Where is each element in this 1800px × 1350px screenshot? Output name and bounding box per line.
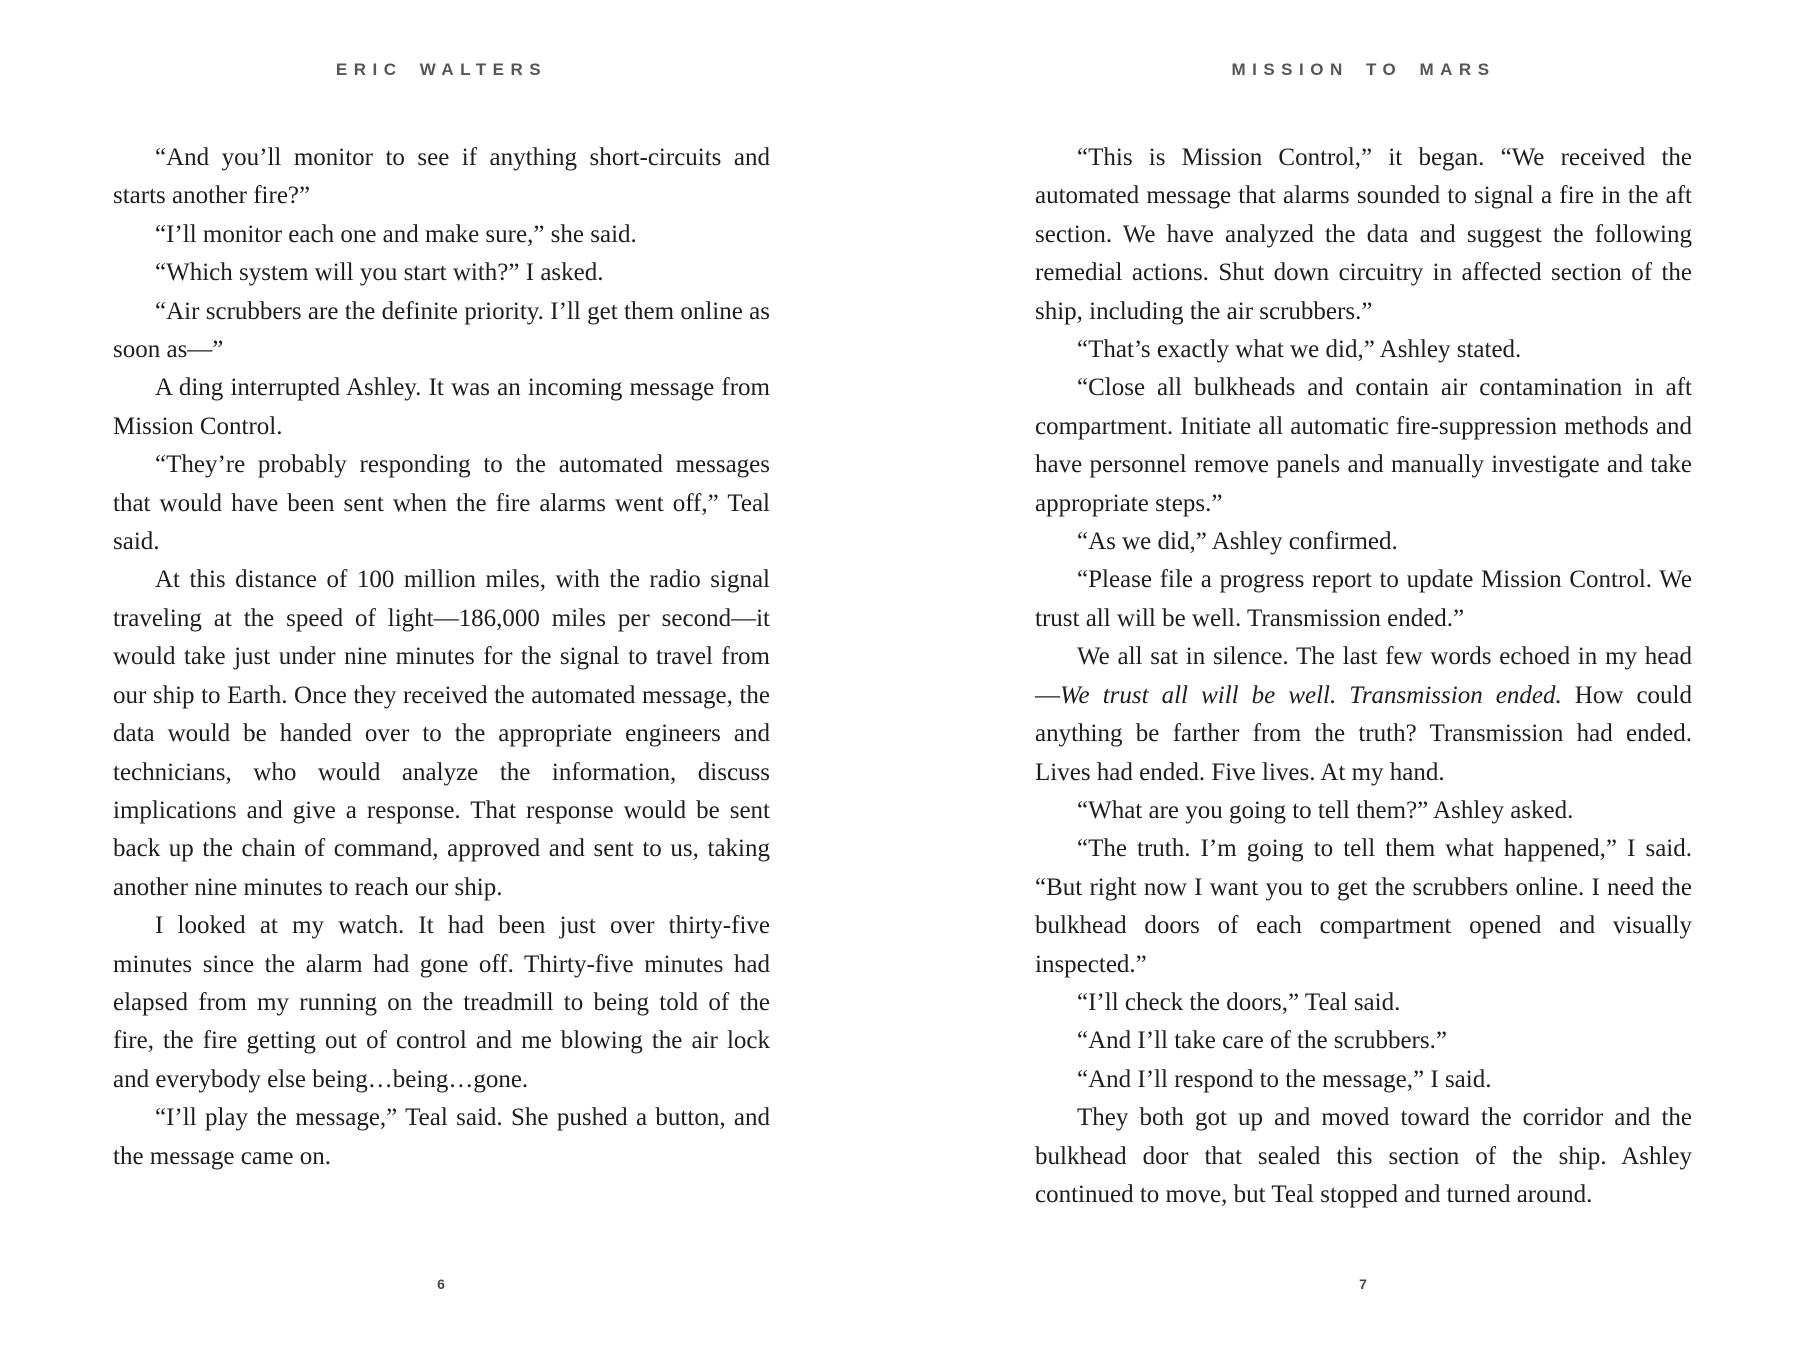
text-run: “And I’ll take care of the scrubbers.” [1077, 1027, 1447, 1055]
text-run: “As we did,” Ashley confirmed. [1077, 528, 1398, 556]
paragraph [1035, 1099, 1692, 1214]
text-run: “Close all bulkheads and contain air contamination in aft compartment. Initiate all automatic fire-suppression methods and have personnel remove panels and manually investigate and take appropriate steps.” [1035, 374, 1692, 517]
text-run: “The truth. I’m going to tell them what happened,” I said. “But right now I want you to get the scrubbers online. I need the bulkhead doors of each compartment opened and visually inspected.” [1035, 835, 1692, 978]
paragraph [1035, 139, 1692, 331]
paragraph [1035, 1022, 1692, 1060]
paragraph [1035, 984, 1692, 1022]
paragraph [113, 139, 770, 216]
paragraph [1035, 369, 1692, 523]
italic-text-run: We trust all will be well. Transmission ended. [1060, 681, 1562, 709]
paragraph [1035, 830, 1692, 984]
text-run: “And you’ll monitor to see if anything short-circuits and starts another fire?” [113, 144, 770, 210]
paragraph [113, 561, 770, 907]
text-run: “I’ll check the doors,” Teal said. [1077, 988, 1401, 1016]
text-run: “Air scrubbers are the definite priority. I’ll get them online as soon as—” [113, 297, 770, 364]
running-header-author: ERIC WALTERS [335, 60, 548, 79]
right-page [900, 0, 1800, 1350]
paragraph [113, 446, 770, 561]
text-run: They both got up and moved toward the corridor and the bulkhead door that sealed this section of the ship. Ashley continued to move, but Teal stopped and turned around. [1035, 1104, 1692, 1208]
right-page-body [1035, 139, 1692, 1214]
left-page-column [113, 0, 770, 1350]
right-page-column [1035, 0, 1692, 1350]
text-run: At this distance of 100 million miles, with the radio signal traveling at the speed of light—186,000 miles per second—it would take just under nine minutes for the signal to travel from our ship to Earth. Once they received the automated message, the data would be handed over to the appropriate engineers and technicians, who would analyze the information, discuss implications and give a response. That response would be sent back up the chain of command, approved and sent to us, taking another nine minutes to reach our ship. [113, 566, 770, 901]
page-number: 6 [437, 1276, 446, 1292]
paragraph [113, 254, 770, 292]
text-run: A ding interrupted Ashley. It was an incoming message from Mission Control. [113, 374, 770, 440]
text-run: We all sat in silence. The last few words echoed in my head— [1035, 643, 1692, 709]
text-run: “That’s exactly what we did,” Ashley stated. [1077, 336, 1522, 364]
text-run: “I’ll play the message,” Teal said. She pushed a button, and the message came on. [113, 1104, 770, 1170]
paragraph [1035, 1061, 1692, 1099]
text-run: “What are you going to tell them?” Ashley asked. [1077, 796, 1574, 824]
text-run: “I’ll monitor each one and make sure,” she said. [155, 220, 637, 248]
paragraph [113, 1099, 770, 1176]
text-run: “Which system will you start with?” I asked. [155, 259, 604, 287]
text-run: How could anything be farther from the truth? Transmission had ended. Lives had ended. Five lives. At my hand. [1035, 681, 1693, 786]
text-run: “They’re probably responding to the automated messages that would have been sent when the fire alarms went off,” Teal said. [113, 451, 770, 556]
text-run: “This is Mission Control,” it began. “We received the automated message that alarms sounded to signal a fire in the aft section. We have analyzed the data and suggest the following remedial actions. Shut down circuitry in affected section of the ship, including the air scrubbers.” [1035, 144, 1692, 325]
text-run: I looked at my watch. It had been just over thirty-five minutes since the alarm had gone off. Thirty-five minutes had elapsed from my running on the treadmill to being told of the fire, the fire getting out of control and me blowing the air lock and everybody else being…being…gone. [113, 912, 770, 1093]
left-page-body [113, 139, 770, 1176]
text-run: “And I’ll respond to the message,” I said. [1077, 1065, 1492, 1093]
paragraph [1035, 331, 1692, 369]
running-header-title: MISSION TO MARS [1231, 60, 1496, 79]
paragraph [113, 907, 770, 1099]
paragraph [113, 369, 770, 446]
paragraph [1035, 792, 1692, 830]
paragraph [1035, 638, 1692, 792]
paragraph [113, 216, 770, 254]
paragraph [1035, 561, 1692, 638]
text-run: “Please file a progress report to update Mission Control. We trust all will be well. Transmission ended.” [1035, 566, 1692, 632]
page-number: 7 [1359, 1276, 1368, 1292]
paragraph [113, 293, 770, 370]
paragraph [1035, 523, 1692, 561]
